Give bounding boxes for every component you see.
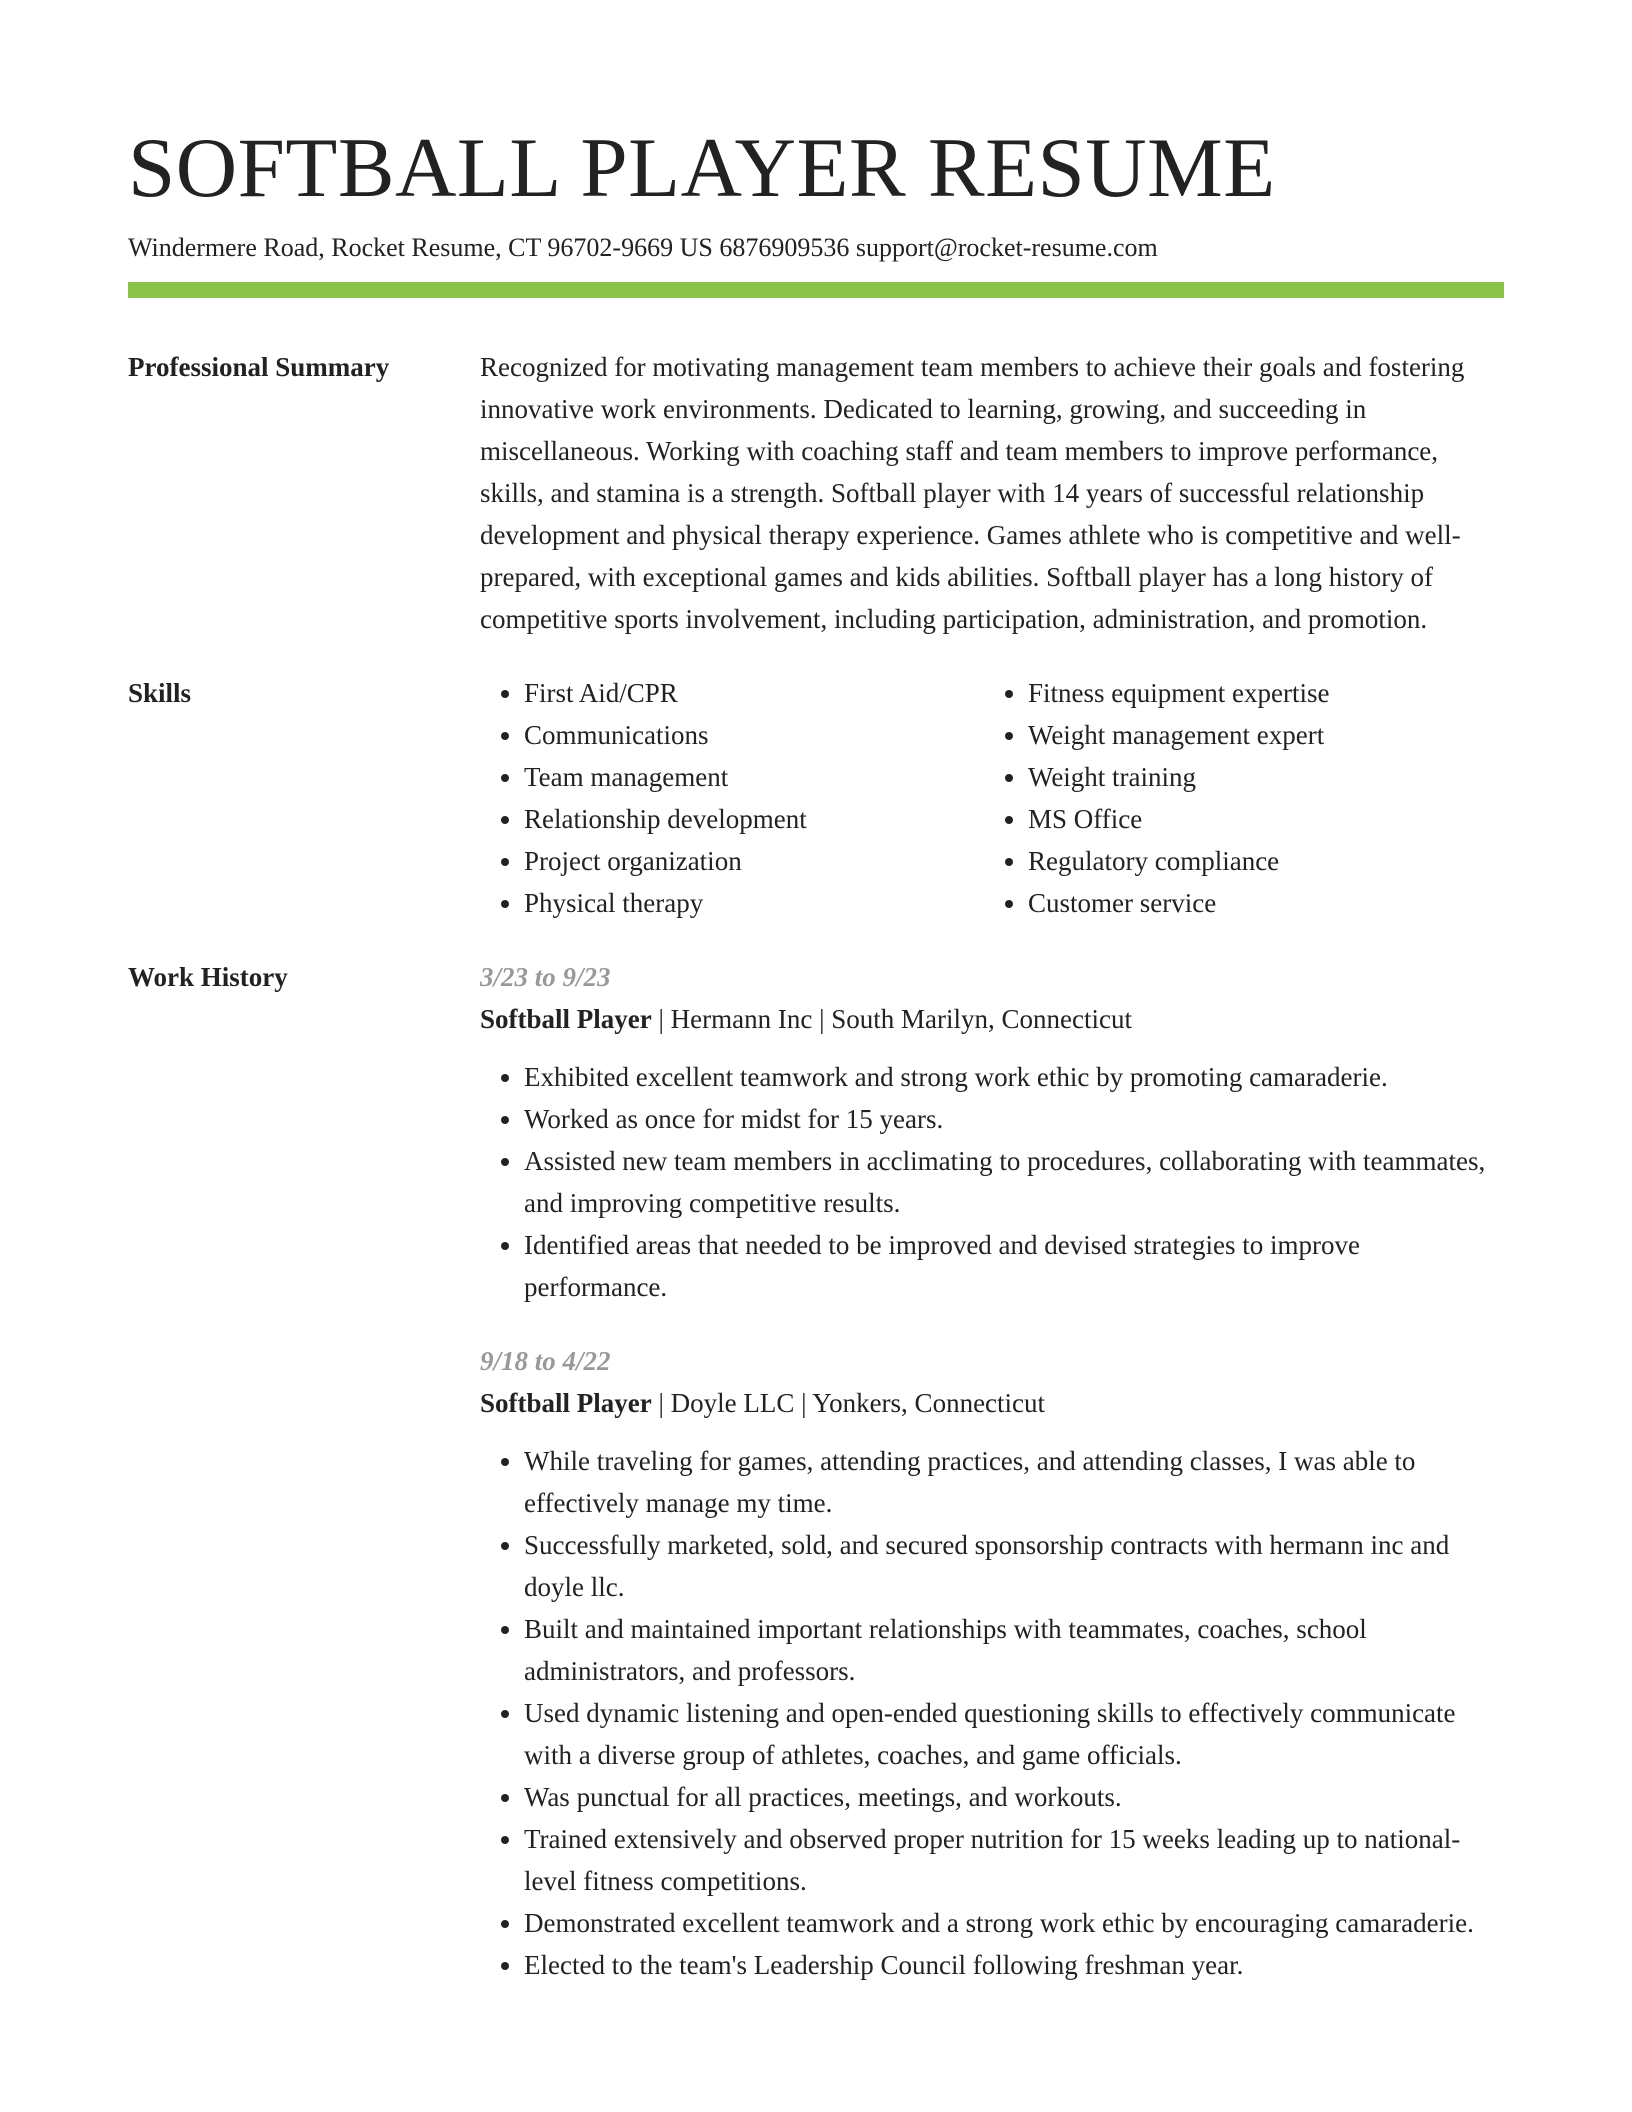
job-bullet: • Exhibited excellent teamwork and strong work ethic by promoting camaraderie.: [524, 1056, 1504, 1098]
contact-email: support@rocket-resume.com: [855, 233, 1158, 262]
job-bullet: • Was punctual for all practices, meetings, and workouts.: [524, 1776, 1504, 1818]
skill-item: • Fitness equipment expertise: [1028, 672, 1488, 714]
work-history-section: [128, 956, 1504, 1986]
contact-phone: 6876909536: [719, 233, 850, 262]
skill-item: • Team management: [524, 756, 984, 798]
summary-section: [128, 346, 1504, 640]
skills-list-right: [984, 672, 1488, 924]
job-bullets: [480, 1440, 1504, 1986]
contact-address: Windermere Road, Rocket Resume, CT 96702-9669 US: [128, 233, 713, 262]
skills-section: [128, 672, 1504, 924]
job-entry: [480, 956, 1504, 1308]
resume-page: [128, 118, 1504, 1986]
skill-item: • Physical therapy: [524, 882, 984, 924]
job-location: Yonkers, Connecticut: [812, 1388, 1046, 1418]
accent-divider: [128, 282, 1504, 298]
job-title: Softball Player: [480, 1004, 652, 1034]
skill-item: • Regulatory compliance: [1028, 840, 1488, 882]
section-label-skills: Skills: [128, 678, 192, 708]
skill-item: • First Aid/CPR: [524, 672, 984, 714]
job-separator: |: [651, 1388, 671, 1418]
job-title: Softball Player: [480, 1388, 652, 1418]
job-separator: |: [651, 1004, 671, 1034]
work-history-body: [480, 956, 1504, 1986]
contact-line: [128, 230, 1504, 266]
skills-columns: [480, 672, 1504, 924]
skill-item: • Relationship development: [524, 798, 984, 840]
job-bullet: • Built and maintained important relationships with teammates, coaches, school administrators, and professors.: [524, 1608, 1504, 1692]
skill-item: • Weight training: [1028, 756, 1488, 798]
job-bullet: • Used dynamic listening and open-ended questioning skills to effectively communicate with a diverse group of athletes, coaches, and game officials.: [524, 1692, 1504, 1776]
job-bullet: • While traveling for games, attending practices, and attending classes, I was able to effectively manage my time.: [524, 1440, 1504, 1524]
job-separator: |: [794, 1388, 813, 1418]
job-location: South Marilyn, Connecticut: [831, 1004, 1132, 1034]
skills-list-left: [480, 672, 984, 924]
skill-item: • Communications: [524, 714, 984, 756]
resume-title: SOFTBALL PLAYER RESUME: [128, 121, 1276, 215]
skill-item: • Project organization: [524, 840, 984, 882]
skill-item: • MS Office: [1028, 798, 1488, 840]
job-bullet: • Successfully marketed, sold, and secured sponsorship contracts with hermann inc and doyle llc.: [524, 1524, 1504, 1608]
summary-text: Recognized for motivating management team members to achieve their goals and fostering innovative work environments. Dedicated to learning, growing, and succeeding in miscellaneous. Working with coaching staff and team members to improve performance, skills, and stamina is a strength. Softball player with 14 years of successful relationship development and physical therapy experience. Games athlete who is competitive and well-prepared, with exceptional games and kids abilities. Softball player has a long history of competitive sports involvement, including participation, administration, and promotion.: [480, 352, 1465, 634]
job-bullet: • Assisted new team members in acclimating to procedures, collaborating with teammates, and improving competitive results.: [524, 1140, 1504, 1224]
job-entry: [480, 1340, 1504, 1986]
job-bullet: • Elected to the team's Leadership Council following freshman year.: [524, 1944, 1504, 1986]
job-bullet: • Identified areas that needed to be improved and devised strategies to improve performance.: [524, 1224, 1504, 1308]
job-bullet: • Trained extensively and observed proper nutrition for 15 weeks leading up to national-level fitness competitions.: [524, 1818, 1504, 1902]
job-bullet: • Demonstrated excellent teamwork and a strong work ethic by encouraging camaraderie.: [524, 1902, 1504, 1944]
job-bullet: • Worked as once for midst for 15 years.: [524, 1098, 1504, 1140]
job-company: Hermann Inc: [670, 1004, 813, 1034]
skill-item: • Customer service: [1028, 882, 1488, 924]
job-dates: 3/23 to 9/23: [480, 962, 611, 992]
job-heading: [480, 1382, 1504, 1424]
job-heading: [480, 998, 1504, 1040]
job-separator: |: [812, 1004, 832, 1034]
job-dates: 9/18 to 4/22: [480, 1346, 611, 1376]
skill-item: • Weight management expert: [1028, 714, 1488, 756]
job-company: Doyle LLC: [670, 1388, 795, 1418]
section-label-summary: Professional Summary: [128, 352, 390, 382]
job-bullets: [480, 1056, 1504, 1308]
section-label-work-history: Work History: [128, 962, 288, 992]
